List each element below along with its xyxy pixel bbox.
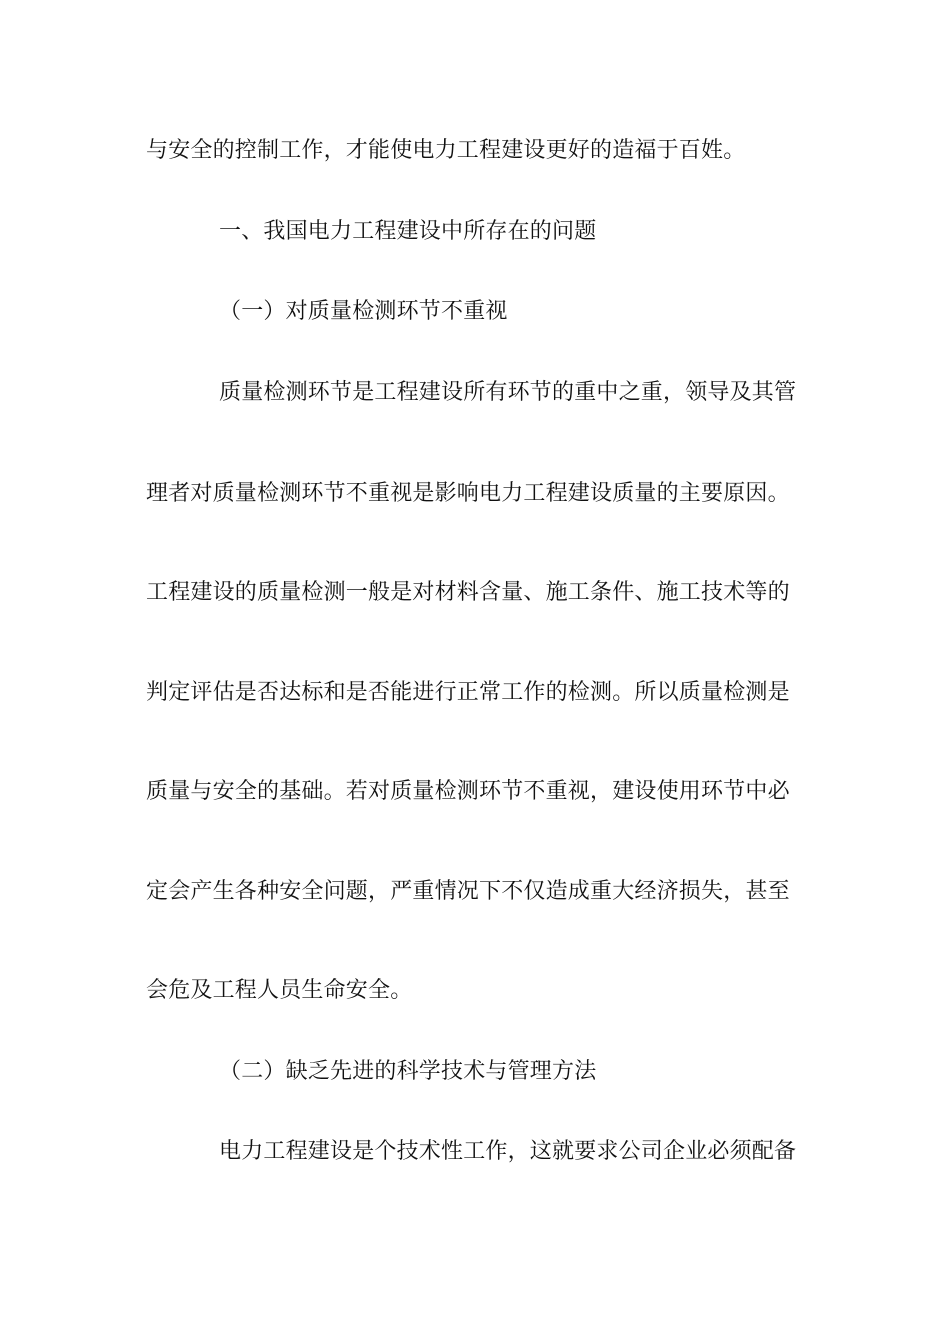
paragraph-line: 判定评估是否达标和是否能进行正常工作的检测。所以质量检测是 [146,680,790,705]
subsection-heading-1: （一）对质量检测环节不重视 [219,299,508,324]
paragraph-continuation-line: 与安全的控制工作，才能使电力工程建设更好的造福于百姓。 [146,138,746,163]
paragraph-line: 电力工程建设是个技术性工作，这就要求公司企业必须配备 [219,1139,797,1164]
section-heading: 一、我国电力工程建设中所存在的问题 [219,219,597,244]
paragraph-line: 质量与安全的基础。若对质量检测环节不重视，建设使用环节中必 [146,779,790,804]
paragraph-line: 理者对质量检测环节不重视是影响电力工程建设质量的主要原因。 [146,481,790,506]
paragraph-line: 定会产生各种安全问题，严重情况下不仅造成重大经济损失，甚至 [146,879,790,904]
paragraph-line: 工程建设的质量检测一般是对材料含量、施工条件、施工技术等的 [146,580,790,605]
subsection-heading-2: （二）缺乏先进的科学技术与管理方法 [219,1059,597,1084]
paragraph-line: 会危及工程人员生命安全。 [146,978,413,1003]
paragraph-line: 质量检测环节是工程建设所有环节的重中之重，领导及其管 [219,380,797,405]
